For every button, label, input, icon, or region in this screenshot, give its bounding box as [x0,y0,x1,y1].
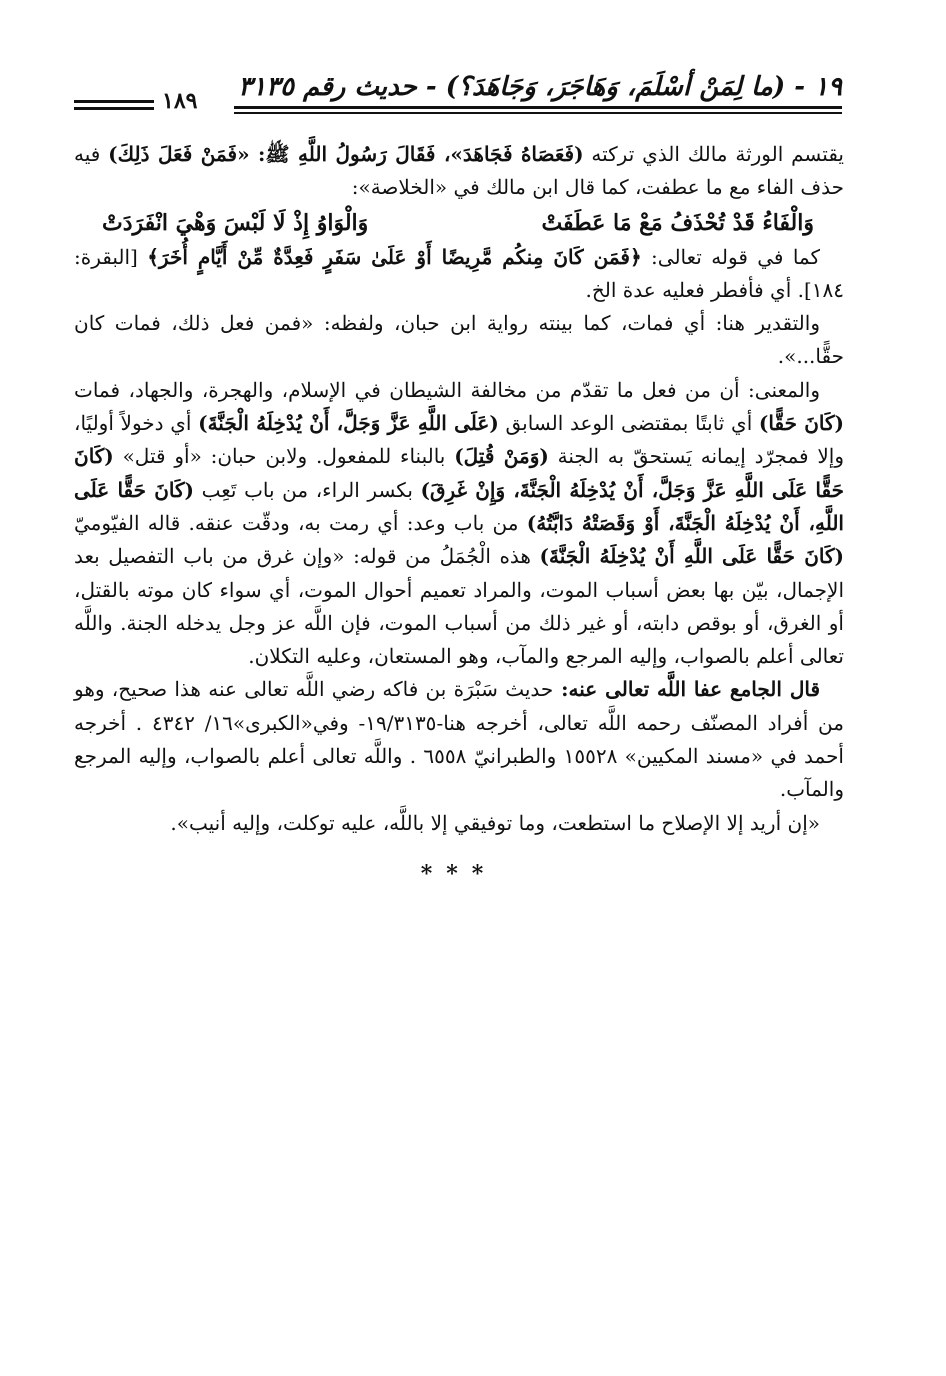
verse-hemistich-left: وَالْوَاوُ إِذْ لَا لَبْسَ وَهْيَ انْفَرَدَتْ [102,209,369,236]
text-run: حديث سَبْرَة بن فاكه رضي اللَّه تعالى عنه هذا صحيح، وهو من أفراد المصنّف رحمه اللَّه تعالى، أخرجه هنا-١٩/٣١٣٥- وفي«الكبرى»١٦/ ٤٣٤٢ . أخرجه أحمد في «مسند المكيين» ١٥٥٢٨ والطبرانيّ ٦٥٥٨ . واللَّه تعالى أعلم بالصواب، وإليه المرجع والمآب. [74,677,844,802]
header-rule [234,106,842,109]
header-rule-short [74,107,154,110]
body-text [74,138,844,891]
hadith-quote: (كَانَ حَقًّا عَلَى اللَّهِ، أَنْ يُدْخِلَهُ الْجَنَّةَ، أَوْ وَقَصَتْهُ دَابَّتُهُ) [74,477,844,535]
paragraph [74,374,844,674]
text-run: بالبناء للمفعول. ولابن حبان: «أو قتل» [113,444,455,469]
section-lead: قال الجامع عفا اللَّه تعالى عنه: [553,677,820,702]
text-run: فيه حذف الفاء مع ما عطفت، كما قال ابن مالك في «الخلاصة»: [74,142,844,200]
hadith-quote: (وَمَنْ قُتِلَ) [454,444,549,469]
text-run: والمعنى: أن من فعل ما تقدّم من مخالفة الشيطان في الإسلام، والهجرة، والجهاد، فمات [74,377,820,402]
hadith-quote: (كَانَ حَقًّا عَلَى اللَّهِ أَنْ يُدْخِلَهُ الْجَنَّةَ) [539,544,844,569]
paragraph [74,138,844,205]
quran-verse: ﴿فَمَن كَانَ مِنكُم مَّرِيضًا أَوْ عَلَىٰ سَفَرٍ فَعِدَّةٌ مِّنْ أَيَّامٍ أُخَرَ﴾ [147,244,642,269]
text-run: يقتسم الورثة مالك الذي تركته [583,142,844,166]
verse-hemistich-right: وَالْفَاءُ قَدْ تُحْذَفُ مَعْ مَا عَطَفَتْ [541,209,814,236]
text-run: أي دخولاً أوليًا، وإلا فمجرّد إيمانه يَستحقّ به الجنة [74,411,845,469]
text-run: بكسر الراء، من باب تَعِب [194,477,421,502]
hadith-quote: (عَلَى اللَّهِ عَزَّ وَجَلَّ، أَنْ يُدْخِلَهُ الْجَنَّةَ) [198,411,499,436]
hadith-quote: (فَعَصَاهُ فَجَاهَدَ»، فَقَالَ رَسُولُ اللَّهِ ﷺ: «فَمَنْ فَعَلَ ذَلِكَ) [108,142,584,166]
page-number: ١٨٩ [162,88,198,114]
paragraph: «إن أريد إلا الإصلاح ما استطعت، وما توفيقي إلا باللَّه، عليه توكلت، وإليه أنيب». [170,810,820,835]
paragraph: والتقدير هنا: أي فمات، كما بينته رواية ابن حبان، ولفظه: «فمن فعل ذلك، فمات كان حقًّا...». [74,311,844,369]
poetry-verse [74,205,844,241]
section-divider-stars: *** [420,860,498,887]
paragraph [74,673,844,806]
header-rule [234,112,842,114]
header-rule-short [74,100,154,103]
text-run: من باب وعد: أي رمت به، ودقّت عنقه. قاله الفيّوميّ [74,510,527,535]
text-run: كما في قوله تعالى: [641,244,820,269]
running-title: ١٩ - (ما لِمَنْ أسْلَمَ، وَهَاجَرَ، وَجَاهَدَ؟) - حديث رقم ٣١٣٥ [238,72,842,102]
hadith-quote: (كَانَ حَقًّا) [758,411,844,436]
text-run: أي ثابتًا بمقتضى الوعد السابق [498,411,759,436]
hadith-quote: (كَانَ حَقًّا عَلَى اللَّهِ عَزَّ وَجَلَّ، أَنْ يُدْخِلَهُ الْجَنَّةَ، وَإِنْ غَرِقَ) [74,444,845,502]
page-header [74,66,842,116]
text-run: [البقرة: ١٨٤]. أي فأفطر فعليه عدة الخ. [74,244,844,302]
text-run: هذه الْجُمَلُ من قوله: «وإن غرق من باب التفصيل بعد الإجمال، بيّن بها بعض أسباب الموت، والمراد تعميم أحوال الموت، أي سواء كان موته بالقتل، أو الغرق، أو بوقص دابته، أو غير ذلك من أسباب الموت، فإن اللَّه عز وجل يدخله الجنة. واللَّه تعالى أعلم بالصواب، وإليه المرجع والمآب، وهو المستعان، وعليه التكلان. [74,544,844,669]
paragraph [74,241,844,308]
